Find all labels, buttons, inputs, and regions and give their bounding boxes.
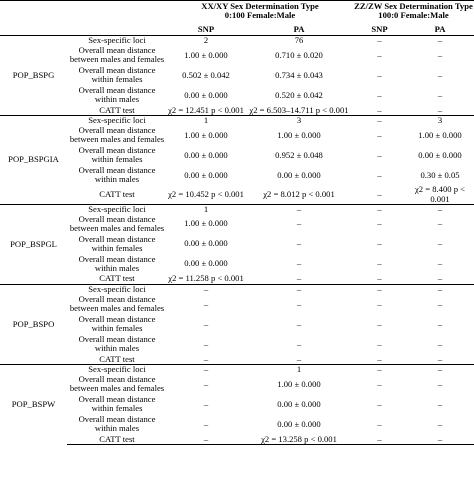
table-cell: 1.00 ± 0.000 (184, 129, 228, 140)
table-cell: – (203, 338, 209, 349)
table-cell: – (437, 398, 443, 409)
table-row (0, 274, 474, 285)
table-cell: – (377, 273, 382, 284)
table-cell: 1 (167, 116, 245, 126)
table-cell: – (377, 378, 382, 389)
table-cell: – (377, 189, 382, 199)
table-cell: – (377, 69, 382, 80)
metric-label: Overall mean distance within males (78, 334, 156, 354)
table-cell: – (437, 218, 443, 229)
table-cell: χ2 = 10.452 p < 0.001 (168, 189, 244, 199)
table-cell: – (377, 338, 382, 349)
table-row (0, 116, 474, 126)
table-cell: 0.00 ± 0.000 (184, 149, 228, 160)
table-cell: – (437, 338, 443, 349)
table-cell: – (377, 258, 382, 269)
table-row (0, 374, 474, 394)
table-cell: – (437, 35, 443, 45)
table-cell: – (406, 285, 474, 295)
zw-subtitle: 100:0 Female:Male (378, 10, 449, 21)
table-cell: 76 (294, 35, 304, 45)
table-cell: – (377, 218, 382, 229)
table-cell: – (437, 378, 443, 389)
table-cell: – (167, 434, 245, 445)
table-cell: χ2 = 13.258 p < 0.001 (245, 434, 353, 445)
population-label: POP_BSPGL (0, 204, 67, 284)
table-cell: – (437, 104, 443, 115)
metric-label: Overall mean distance within males (78, 414, 156, 434)
table-row (0, 204, 474, 214)
table-cell: – (437, 353, 443, 364)
table-cell: – (377, 298, 382, 309)
table-row (0, 434, 474, 445)
table-cell: – (437, 69, 443, 80)
table-row (0, 294, 474, 314)
table-cell: – (406, 434, 474, 445)
table-cell: – (377, 149, 382, 160)
table-cell: – (406, 365, 474, 375)
table-cell: χ2 = 8.400 p < 0.001 (414, 184, 466, 204)
col-header-xy-pa: PA (245, 24, 353, 36)
table-cell: – (377, 238, 382, 249)
table-row (0, 65, 474, 85)
table-cell: 1 (167, 204, 245, 214)
metric-label: Overall mean distance within females (78, 314, 156, 334)
table-cell: – (353, 285, 406, 295)
table-cell: χ2 = 6.503–14.711 p < 0.001 (249, 104, 349, 115)
metric-label: Overall mean distance between males and females (69, 45, 165, 65)
table-cell: – (245, 285, 353, 295)
table-row (0, 85, 474, 105)
metric-label: Sex-specific loci (88, 35, 146, 45)
table-cell: 0.00 ± 0.000 (277, 418, 321, 429)
table-cell: 0.00 ± 0.000 (184, 89, 228, 100)
table-row (0, 36, 474, 46)
metric-label: CATT test (99, 273, 135, 284)
metric-label: Sex-specific loci (67, 285, 167, 295)
col-header-zw-snp: SNP (353, 24, 406, 36)
table-row (0, 234, 474, 254)
table-cell: 0.30 ± 0.05 (420, 169, 460, 180)
table-cell: – (353, 434, 406, 445)
metric-label: Overall mean distance within females (78, 65, 156, 85)
table-cell: – (203, 298, 209, 309)
table-cell: – (437, 49, 443, 60)
table-cell: 0.00 ± 0.000 (277, 169, 321, 180)
table-cell: 1 (245, 365, 353, 375)
table-cell: – (377, 353, 382, 364)
metric-label: Overall mean distance between males and females (69, 213, 165, 234)
table-cell: – (167, 365, 245, 375)
metric-label: CATT test (99, 353, 135, 364)
table-cell: – (203, 318, 209, 329)
table-cell: – (296, 298, 302, 309)
zw-header (353, 1, 474, 25)
table-cell: – (406, 204, 474, 214)
metric-label: Overall mean distance within females (78, 145, 156, 165)
table-cell: 2 (203, 35, 209, 45)
table-cell: – (296, 318, 302, 329)
table-cell: 1.00 ± 0.000 (277, 378, 321, 389)
table-cell: χ2 = 11.258 p < 0.001 (168, 273, 244, 284)
table-cell: – (353, 116, 406, 126)
table-cell: 3 (406, 116, 474, 126)
table-cell: – (203, 378, 209, 389)
population-label: POP_BSPGIA (0, 116, 67, 205)
table-cell: – (377, 129, 382, 140)
metric-label: Overall mean distance between males and females (69, 374, 165, 394)
table-cell: – (377, 89, 382, 100)
table-cell: – (377, 398, 382, 409)
table-cell: – (296, 218, 302, 229)
table-cell: χ2 = 8.012 p < 0.001 (263, 189, 335, 199)
table-row (0, 214, 474, 234)
table-cell: – (377, 49, 382, 60)
table-cell: – (203, 398, 209, 409)
table-cell: – (437, 418, 443, 429)
xy-subtitle: 0:100 Female:Male (224, 10, 296, 21)
table-cell: – (296, 238, 302, 249)
table-cell: 1.00 ± 0.000 (277, 129, 321, 140)
table-cell: 0.520 ± 0.042 (275, 89, 323, 100)
metric-label: Overall mean distance between males and females (69, 294, 165, 314)
population-label: POP_BSPW (0, 365, 67, 445)
table-row (0, 394, 474, 414)
table-cell: – (437, 89, 443, 100)
table-row (0, 365, 474, 375)
table-cell: – (377, 35, 382, 45)
table-cell: 0.00 ± 0.000 (418, 149, 462, 160)
table-cell: 0.952 ± 0.048 (275, 149, 323, 160)
table-cell: – (203, 353, 209, 364)
table-cell: 0.00 ± 0.000 (184, 258, 228, 269)
table-cell: – (437, 273, 443, 284)
table-cell: 3 (245, 116, 353, 126)
table-row (0, 254, 474, 274)
table-body (0, 1, 474, 445)
xy-header (167, 1, 353, 25)
table-row (0, 125, 474, 145)
population-label: POP_BSPG (12, 70, 55, 80)
table-cell: 0.734 ± 0.043 (275, 69, 323, 80)
table-cell: 0.00 ± 0.000 (277, 398, 321, 409)
table-cell: 0.00 ± 0.000 (184, 238, 228, 249)
metric-label: CATT test (99, 189, 135, 199)
table-row (0, 334, 474, 354)
table-cell: 0.00 ± 0.000 (184, 169, 228, 180)
table-cell: – (296, 338, 302, 349)
metric-label: Overall mean distance within females (78, 233, 156, 254)
metric-label: Sex-specific loci (67, 365, 167, 375)
table-cell: – (437, 258, 443, 269)
zw-title: ZZ/ZW Sex Determination Type (354, 1, 473, 11)
table-cell: 1.00 ± 0.000 (418, 129, 462, 140)
table-row (0, 285, 474, 295)
table-row (0, 314, 474, 334)
table-cell: – (437, 298, 443, 309)
table-cell: – (203, 418, 209, 429)
metric-label: Overall mean distance within males (78, 85, 156, 105)
table-row (0, 414, 474, 434)
metric-label: Overall mean distance within males (78, 165, 156, 185)
table-row (0, 185, 474, 204)
table-row (0, 105, 474, 116)
table-cell: 0.710 ± 0.020 (275, 49, 323, 60)
metric-label: Sex-specific loci (67, 204, 167, 214)
table-row (0, 45, 474, 65)
table-cell: 1.00 ± 0.000 (184, 49, 228, 60)
xy-title: XX/XY Sex Determination Type (201, 1, 319, 11)
population-label: POP_BSPO (0, 285, 67, 365)
table-cell: – (296, 273, 302, 284)
metric-label: Overall mean distance between males and females (69, 125, 165, 145)
table-row (0, 145, 474, 165)
table-cell: – (377, 318, 382, 329)
metric-label: Sex-specific loci (67, 116, 167, 126)
table-cell: – (437, 318, 443, 329)
metric-label: Overall mean distance within males (78, 253, 156, 274)
col-header-xy-snp: SNP (167, 24, 245, 36)
table-cell: – (377, 169, 382, 180)
col-header-zw-pa: PA (406, 24, 474, 36)
table-cell: – (296, 353, 302, 364)
table-cell: 0.502 ± 0.042 (182, 69, 230, 80)
table-cell: – (296, 258, 302, 269)
table-cell: – (167, 285, 245, 295)
table-row (0, 165, 474, 185)
table-cell: – (437, 238, 443, 249)
table-cell: – (377, 104, 382, 115)
table-cell: χ2 = 12.451 p < 0.001 (168, 104, 244, 115)
metric-label: CATT test (99, 104, 135, 115)
table-cell: – (377, 418, 382, 429)
metric-label: Overall mean distance within females (78, 394, 156, 414)
table-cell: – (353, 365, 406, 375)
table-cell: – (245, 204, 353, 214)
metric-label: CATT test (67, 434, 167, 445)
table-cell: 1.00 ± 0.000 (184, 218, 228, 229)
table-cell: – (353, 204, 406, 214)
table-row (0, 354, 474, 365)
